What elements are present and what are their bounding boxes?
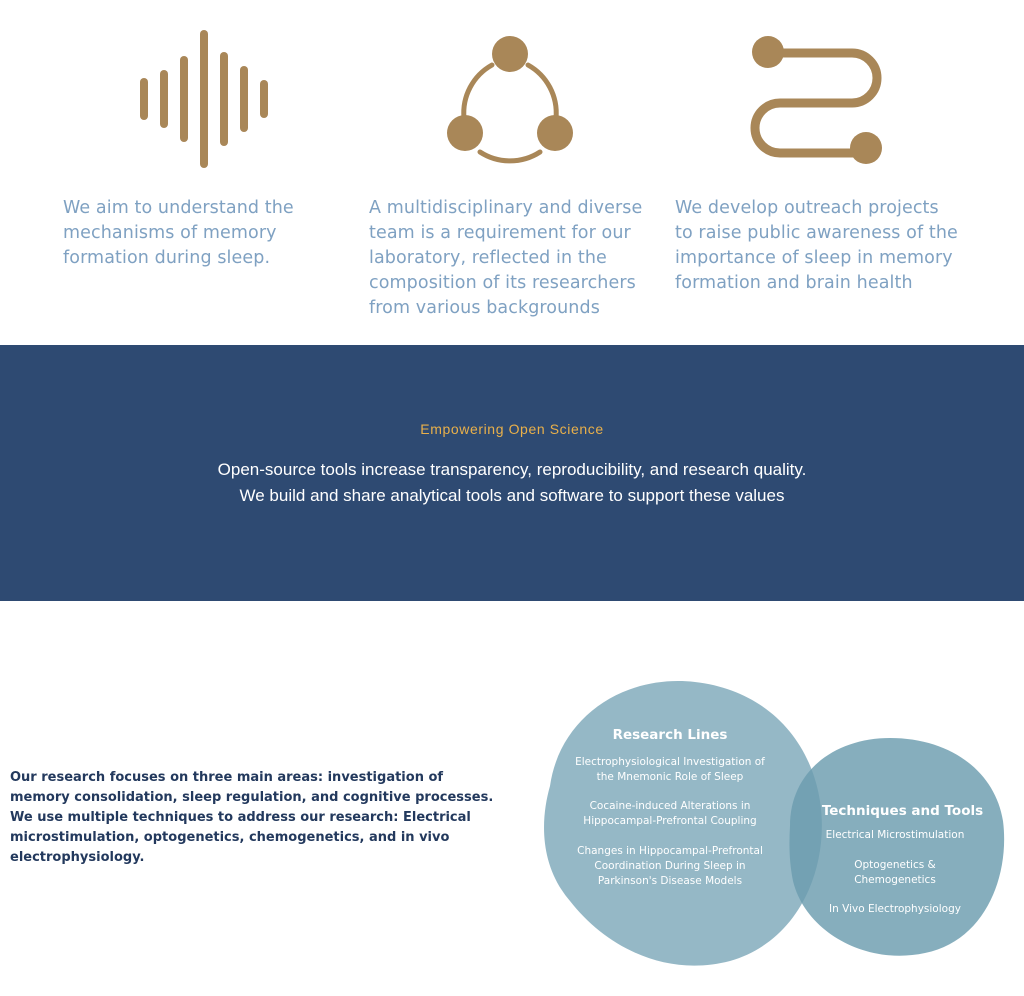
research-summary: Our research focuses on three main areas: investigation of memory consolidation, sleep regulation, and cognitive processes. We use multiple techniques to address our research: Electrical microstimulation, optogenetics, chemogenetics, and in vivo electrophysiology. — [10, 770, 494, 865]
venn-blob-techniques — [789, 738, 1004, 956]
banner-line-1: Open-source tools increase transparency, reproducibility, and research quality. — [217, 460, 807, 479]
venn-item-technique-1: Electrical Microstimulation — [825, 829, 965, 841]
venn-item-technique-3: In Vivo Electrophysiology — [829, 903, 961, 915]
research-venn-diagram — [525, 676, 1015, 976]
features-section — [0, 0, 1024, 345]
network-cycle-icon — [440, 28, 580, 172]
venn-title-research-lines: Research Lines — [612, 727, 728, 743]
venn-item-research-1: Electrophysiological Investigation of the Mnemonic Role of Sleep — [575, 756, 765, 783]
venn-item-research-3: Changes in Hippocampal-Prefrontal Coordination During Sleep in Parkinson's Disease Models — [577, 845, 763, 887]
venn-item-technique-2: Optogenetics & Chemogenetics — [854, 859, 936, 886]
feature-text-research: We aim to understand the mechanisms of memory formation during sleep. — [63, 198, 294, 268]
venn-item-research-2: Cocaine-induced Alterations in Hippocampal-Prefrontal Coupling — [583, 800, 757, 827]
venn-title-techniques: Techniques and Tools — [821, 803, 984, 819]
feature-text-outreach: We develop outreach projects to raise public awareness of the importance of sleep in memory formation and brain health — [675, 198, 958, 293]
sound-wave-icon — [134, 28, 274, 172]
feature-text-team: A multidisciplinary and diverse team is a requirement for our laboratory, reflected in the composition of its researchers from various backgrounds — [369, 198, 643, 318]
banner-line-2: We build and share analytical tools and software to support these values — [239, 486, 785, 505]
winding-path-icon — [748, 28, 888, 172]
banner-eyebrow: Empowering Open Science — [420, 421, 604, 437]
open-science-banner — [0, 345, 1024, 601]
